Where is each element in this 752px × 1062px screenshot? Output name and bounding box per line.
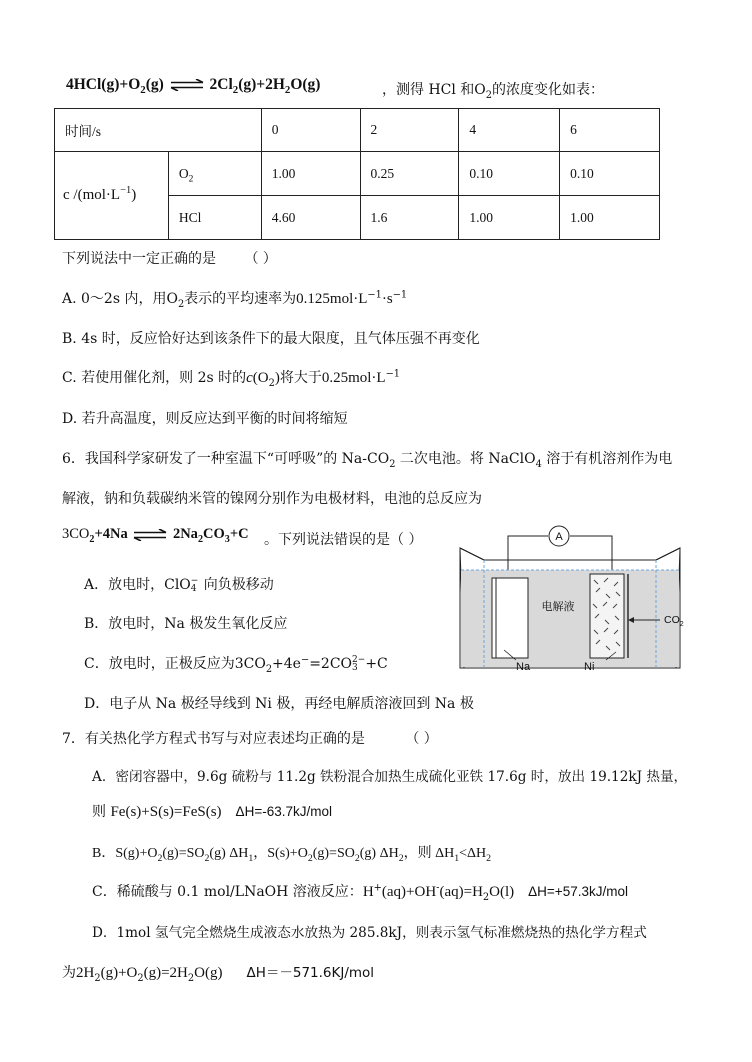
table-header-row [55, 109, 660, 152]
q7-opt-b-part: (g)=SO [162, 846, 205, 861]
q6-opt-a-sub: 4 [190, 584, 197, 594]
species-name: O [178, 165, 189, 181]
q6-eq-sub2: 2 [197, 533, 203, 545]
value-cell: 0.25 [360, 152, 459, 196]
q6-eq-sub1: 2 [89, 533, 95, 545]
na-electrode [492, 578, 528, 658]
q6-line1-mid: 二次电池。将 NaClO [395, 451, 536, 467]
q7-opt-b-sub: 2 [354, 852, 360, 864]
q7-opt-a-dh: ΔH=-63.7kJ/mol [235, 804, 332, 819]
q7-opt-c-dh: ΔH=+57.3kJ/mol [528, 884, 628, 899]
q6-opt-c-mid: +4e [272, 656, 301, 672]
q7-opt-c-eq: (aq)+OH [381, 884, 437, 900]
q6-option-c [84, 653, 388, 673]
conc-label-sup: −1 [120, 185, 132, 196]
q7-opt-b-part: <ΔH [459, 846, 487, 861]
conc-label: c /(mol·L [63, 187, 121, 203]
concentration-table [54, 108, 660, 240]
q6-opt-a-sup: − [190, 576, 199, 586]
value-cell: 1.00 [261, 152, 360, 196]
opt-c-o2-close: ) [274, 370, 280, 386]
q7-opt-d-eq: 2H [76, 965, 95, 981]
q6-line1 [62, 448, 672, 468]
q6-opt-a-pre: A．放电时，ClO [84, 577, 191, 593]
q7-opt-b-sub: 2 [398, 852, 404, 864]
conc-label-tail: ) [131, 187, 137, 203]
co2-text: CO [664, 614, 680, 626]
value-cell: 1.00 [459, 196, 560, 240]
q7-option-d-line1: D．1mol 氢气完全燃烧生成液态水放热为 285.8kJ，则表示氢气标准燃烧热的热化学方程式 [92, 925, 647, 941]
q5-option-a [62, 288, 407, 308]
q7-option-a-line1: A．密闭容器中，9.6g 硫粉与 11.2g 铁粉混合加热生成硫化亚铁 17.6g 时，放出 19.12kJ 热量， [92, 769, 688, 785]
q7-opt-c-sub: 2 [482, 891, 490, 903]
cell-top-right [656, 548, 680, 560]
opt-c-mid: 将大于 [279, 370, 322, 386]
eq-right-c: O(g) [290, 76, 321, 93]
q7-opt-c-eq: H [362, 884, 374, 900]
value-cell: 0.10 [560, 152, 660, 196]
q7-opt-b-sub: 2 [307, 852, 313, 864]
q7-opt-d-eq: (g)=2H [143, 965, 188, 981]
q7-opt-d-dh: ΔH＝－571.6KJ/mol [246, 965, 375, 981]
q6-eq-left-b: +4Na [94, 526, 128, 542]
time-header-cell: 时间/s [55, 109, 262, 152]
q5-option-c [62, 367, 400, 387]
eq-right-a: 2Cl [209, 76, 233, 93]
q7-opt-b-sub: 1 [454, 852, 460, 864]
q6-eq-right-c: +C [229, 526, 249, 542]
q6-eq-sub3: 3 [224, 533, 230, 545]
co2-label [664, 614, 684, 628]
q5-intro-tail: 的浓度变化如表： [492, 82, 605, 98]
co2-sub: 2 [679, 621, 684, 628]
value-cell: 0.10 [459, 152, 560, 196]
ni-label: Ni [584, 661, 595, 672]
q6-line1-sub: 2 [389, 458, 396, 470]
q6-opt-c-mid2: =2CO [309, 656, 353, 672]
q6-line1-sub2: 4 [535, 458, 542, 470]
q7-opt-d-sub: 2 [94, 972, 101, 984]
q7-opt-b-part: (g) ΔH [209, 846, 249, 861]
q5-stem [62, 248, 277, 268]
q7-opt-d-sub: 2 [187, 972, 195, 984]
value-cell: 4.60 [261, 196, 360, 240]
opt-c-o2-sub: 2 [268, 377, 275, 389]
q6-line1-pre: 6．我国科学家研发了一种室温下“可呼吸”的 Na-CO [62, 451, 390, 467]
eq-left: 4HCl(g)+O [66, 76, 141, 93]
opt-c-pre: C. 若使用催化剂，则 2s 时的 [62, 370, 247, 386]
q5-option-d: D. 若升高温度，则反应达到平衡的时间将缩短 [62, 411, 348, 427]
q5-equation [66, 76, 321, 97]
cell-top-left [460, 548, 484, 560]
species-cell [168, 152, 261, 196]
opt-c-o2: (O [252, 370, 269, 386]
q6-eq-left-a: 3CO [62, 526, 90, 542]
q5-intro-sub: 2 [485, 89, 493, 101]
eq-left-tail: (g) [145, 76, 164, 93]
time-cell: 6 [560, 109, 660, 152]
time-cell: 2 [360, 109, 459, 152]
q7-opt-b-part: (g) ΔH [359, 846, 399, 861]
equilibrium-arrows-icon [170, 79, 204, 91]
q7-opt-b-sub: 2 [157, 852, 163, 864]
opt-a-val2: ·s [381, 291, 393, 307]
opt-a-sup2: −1 [392, 289, 408, 301]
q6-eq-right-a: 2Na [172, 526, 198, 542]
q6-option-b: B．放电时，Na 极发生氧化反应 [84, 616, 288, 632]
q7-opt-d-pre: 为 [62, 965, 76, 981]
q7-opt-b-pre: B．S(g)+O [92, 846, 158, 861]
battery-diagram [456, 520, 692, 672]
q7-option-d-line2 [62, 961, 374, 982]
q7-opt-b-sub: 2 [486, 852, 492, 864]
opt-a-pre: A. 0～2s 内，用O [62, 291, 178, 307]
q7-opt-d-sub: 2 [137, 972, 144, 984]
q6-line2: 解液，钠和负载碳纳米管的镍网分别作为电极材料，电池的总反应为 [62, 491, 482, 507]
q6-opt-c-pre: C．放电时，正极反应为3CO [84, 656, 266, 672]
q5-intro-text: ，测得 HCl 和O [382, 82, 486, 98]
q7-opt-c-eq: O(l) [489, 884, 515, 900]
q7-opt-b-sub: 1 [248, 852, 254, 864]
table-row [55, 152, 660, 196]
q7-opt-a-pre: 则 [92, 804, 111, 820]
q7-opt-b-part: (g)=SO [312, 846, 355, 861]
q6-stem-tail: 。下列说法错误的是（ ） [264, 532, 423, 548]
opt-a-sup1: −1 [367, 289, 382, 301]
q6-eq-right-b: CO [203, 526, 225, 542]
time-cell: 0 [261, 109, 360, 152]
q7-option-b [92, 842, 491, 862]
species-cell: HCl [168, 196, 261, 240]
answer-blank: （ ） [244, 251, 277, 267]
q5-stem-text: 下列说法中一定正确的是 [62, 251, 216, 267]
species-sub: 2 [188, 174, 194, 185]
q7-opt-b-part: ，则 ΔH [403, 846, 455, 861]
opt-a-val: 0.125mol·L [296, 291, 368, 307]
q6-opt-c-sub2: 3 [352, 663, 358, 673]
q7-opt-c-pre: C．稀硫酸与 0.1 mol/LNaOH 溶液反应： [92, 884, 363, 900]
q7-option-c [92, 881, 628, 901]
value-cell: 1.00 [560, 196, 660, 240]
opt-c-sup: −1 [385, 368, 401, 380]
eq-right-b: (g)+2H [238, 76, 285, 93]
q7-stem [62, 728, 438, 748]
concentration-label-cell [55, 152, 169, 240]
opt-c-val: 0.25mol·L [321, 370, 386, 386]
opt-a-sub: 2 [177, 298, 185, 310]
q6-equation [62, 526, 249, 543]
opt-a-mid: 表示的平均速率为 [184, 291, 297, 307]
q6-opt-a-tail: 向负极移动 [199, 577, 274, 593]
opt-c-c: c [246, 370, 253, 386]
q6-opt-c-sup2: 2− [352, 655, 366, 665]
q7-stem-text: 7．有关热化学方程式书写与对应表述均正确的是 [62, 731, 365, 747]
na-label: Na [516, 661, 531, 672]
value-cell: 1.6 [360, 196, 459, 240]
q5-intro [382, 79, 604, 99]
q6-line1-tail: 溶于有机溶剂作为电 [541, 451, 673, 467]
q7-option-a-line2 [92, 801, 332, 821]
q7-opt-c-sup: + [373, 882, 382, 894]
q6-opt-c-sup1: − [300, 654, 310, 666]
ammeter-label: A [555, 531, 563, 543]
q7-opt-c-eq: (aq)=H [439, 884, 483, 900]
q7-opt-b-sub: 2 [204, 852, 210, 864]
eq-o2-sub: 2 [140, 84, 146, 97]
q7-opt-d-eq: O(g) [194, 965, 223, 981]
equilibrium-arrows-icon [133, 529, 167, 541]
answer-blank: （ ） [405, 731, 438, 747]
q7-opt-b-part: ，S(s)+O [253, 846, 308, 861]
q7-opt-a-eq: Fe(s)+S(s)=FeS(s) [110, 804, 222, 820]
q6-opt-c-sub1: 2 [265, 663, 273, 675]
time-cell: 4 [459, 109, 560, 152]
q6-option-d: D．电子从 Na 极经导线到 Ni 极，再经电解质溶液回到 Na 极 [84, 696, 474, 712]
eq-cl-sub: 2 [232, 84, 239, 97]
q7-opt-d-eq: (g)+O [100, 965, 138, 981]
q5-option-b: B. 4s 时，反应恰好达到该条件下的最大限度，且气体压强不再变化 [62, 331, 480, 347]
eq-h-sub: 2 [284, 84, 291, 97]
q6-option-a [84, 574, 274, 594]
q7-opt-c-sup: - [436, 882, 440, 894]
electrolyte-label: 电解液 [541, 600, 575, 613]
q6-opt-c-tail: +C [365, 656, 388, 672]
